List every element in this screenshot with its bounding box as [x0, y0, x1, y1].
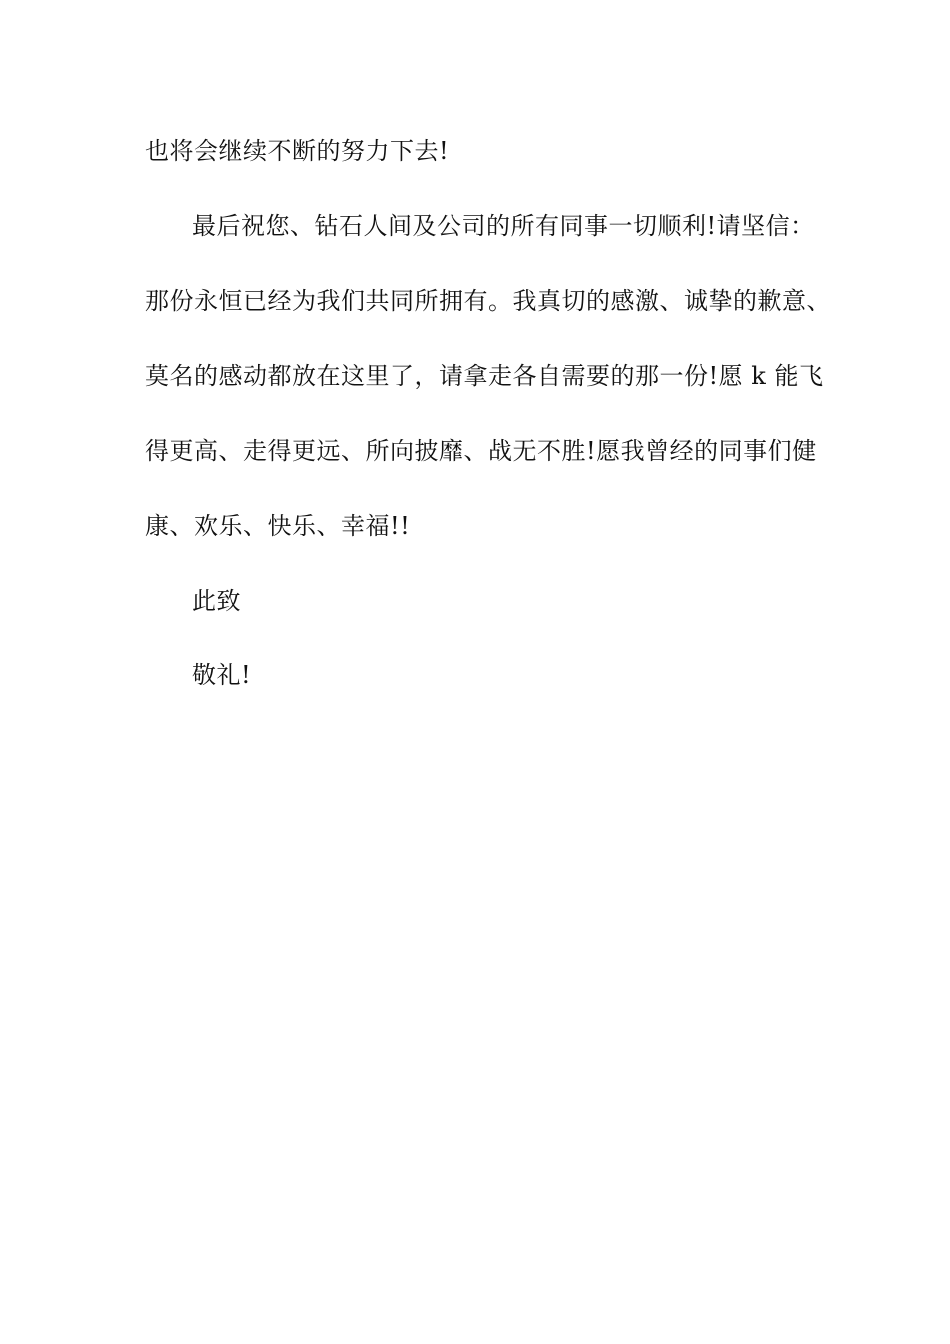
closing-phrase: 此致 — [192, 587, 241, 615]
text-line: 得更高、走得更远、所向披靡、战无不胜!愿我曾经的同事们健 — [145, 437, 817, 465]
text-line: 康、欢乐、快乐、幸福!! — [145, 512, 411, 540]
text-line: 也将会继续不断的努力下去! — [145, 137, 450, 165]
text-line: 那份永恒已经为我们共同所拥有。我真切的感激、诚挚的歉意、 — [145, 287, 831, 315]
salutation: 敬礼! — [192, 661, 252, 689]
text-line: 莫名的感动都放在这里了，请拿走各自需要的那一份!愿 k 能飞 — [145, 362, 824, 390]
paragraph-first-line: 最后祝您、钻石人间及公司的所有同事一切顺利!请坚信： — [192, 212, 815, 240]
